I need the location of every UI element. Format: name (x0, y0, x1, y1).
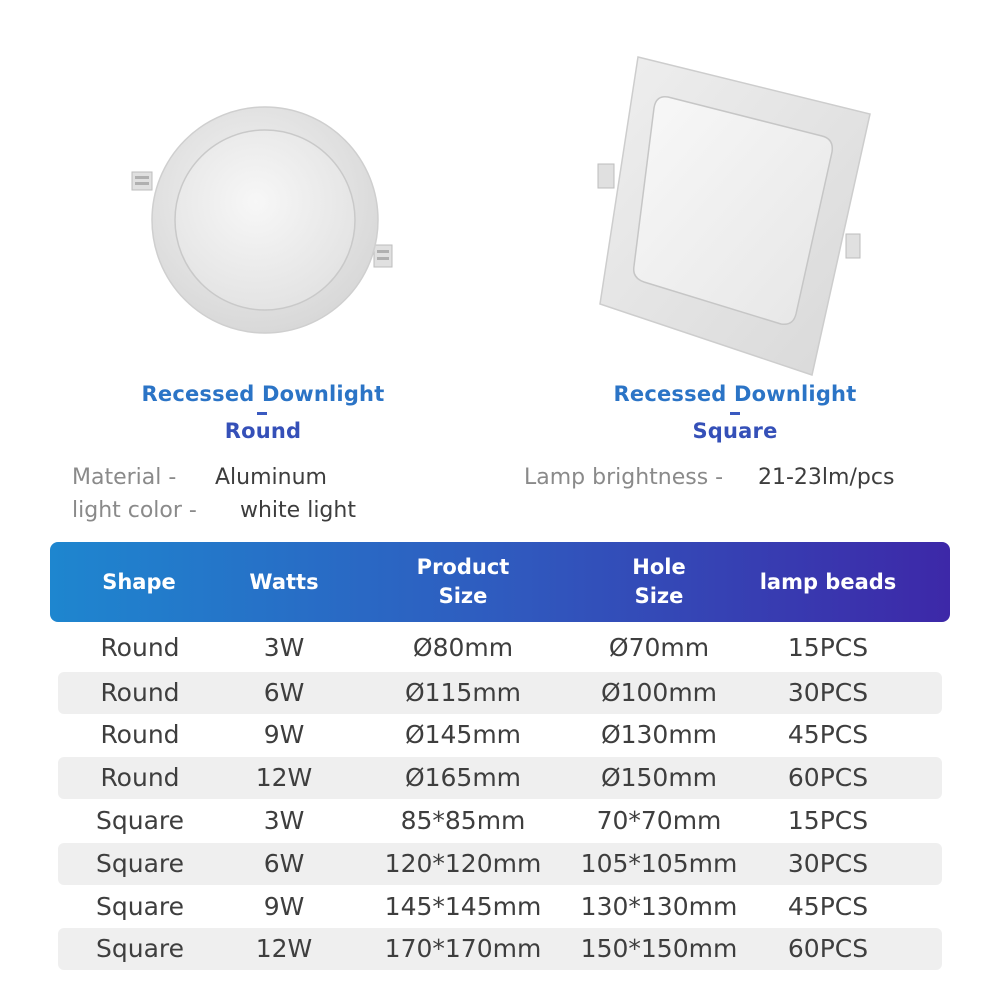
cell-shape: Square (95, 934, 184, 963)
material-label: Material - (72, 465, 177, 490)
cell-lamp-beads: 15PCS (787, 806, 869, 835)
cell-lamp-beads: 60PCS (787, 763, 869, 792)
cell-product-size: Ø165mm (404, 763, 522, 792)
header-lamp-beads: lamp beads (759, 569, 897, 594)
header-shape: Shape (102, 569, 176, 594)
material-value: Aluminum (215, 465, 327, 490)
cell-hole-size: Ø130mm (600, 720, 718, 749)
cell-lamp-beads: 45PCS (787, 892, 869, 921)
light-color-label: light color - (72, 498, 197, 523)
round-downlight-image (120, 80, 410, 370)
cell-lamp-beads: 45PCS (787, 720, 869, 749)
cell-product-size: 145*145mm (384, 892, 542, 921)
cell-hole-size: Ø100mm (600, 678, 718, 707)
spec-table-header (50, 542, 950, 622)
header-product-size: Product Size (416, 555, 510, 608)
cell-product-size: 170*170mm (384, 934, 542, 963)
round-product-title: Recessed Downlight (141, 382, 385, 406)
material-value-wrap (215, 465, 327, 490)
round-product-subtitle: Round (224, 419, 302, 443)
cell-shape: Round (100, 678, 180, 707)
brightness-spec (524, 465, 723, 490)
material-spec (72, 465, 176, 490)
cell-watts: 12W (255, 934, 313, 963)
square-downlight-image (590, 52, 880, 382)
table-row (58, 928, 942, 970)
cell-lamp-beads: 30PCS (787, 678, 869, 707)
cell-hole-size: 150*150mm (580, 934, 738, 963)
cell-shape: Square (95, 806, 184, 835)
cell-shape: Round (100, 720, 180, 749)
cell-lamp-beads: 15PCS (787, 633, 869, 662)
table-row (58, 714, 942, 756)
cell-shape: Square (95, 892, 184, 921)
light-color-value: white light (240, 498, 356, 523)
round-title-dash (257, 412, 267, 415)
light-color-spec (72, 498, 197, 523)
table-row (58, 843, 942, 885)
cell-lamp-beads: 30PCS (787, 849, 869, 878)
cell-watts: 6W (263, 849, 305, 878)
cell-hole-size: Ø150mm (600, 763, 718, 792)
table-row (58, 672, 942, 714)
cell-watts: 3W (263, 633, 305, 662)
table-row (58, 757, 942, 799)
brightness-value-wrap (758, 465, 894, 490)
cell-hole-size: Ø70mm (608, 633, 710, 662)
square-title-dash (730, 412, 740, 415)
table-row (58, 886, 942, 928)
cell-watts: 9W (263, 892, 305, 921)
header-watts: Watts (249, 569, 319, 594)
table-row (58, 800, 942, 842)
square-product-subtitle: Square (692, 419, 778, 443)
cell-shape: Square (95, 849, 184, 878)
cell-product-size: Ø80mm (412, 633, 514, 662)
square-product-title: Recessed Downlight (613, 382, 857, 406)
cell-product-size: Ø145mm (404, 720, 522, 749)
cell-watts: 6W (263, 678, 305, 707)
table-row (58, 627, 942, 669)
cell-product-size: 120*120mm (384, 849, 542, 878)
cell-hole-size: 105*105mm (580, 849, 738, 878)
cell-shape: Round (100, 633, 180, 662)
cell-watts: 9W (263, 720, 305, 749)
cell-watts: 12W (255, 763, 313, 792)
cell-shape: Round (100, 763, 180, 792)
cell-product-size: 85*85mm (400, 806, 526, 835)
cell-watts: 3W (263, 806, 305, 835)
cell-lamp-beads: 60PCS (787, 934, 869, 963)
brightness-label: Lamp brightness - (524, 465, 724, 490)
cell-product-size: Ø115mm (404, 678, 522, 707)
header-hole-size: Hole Size (632, 555, 686, 608)
cell-hole-size: 130*130mm (580, 892, 738, 921)
brightness-value: 21-23lm/pcs (758, 465, 895, 490)
cell-hole-size: 70*70mm (596, 806, 722, 835)
light-color-value-wrap (240, 498, 356, 523)
